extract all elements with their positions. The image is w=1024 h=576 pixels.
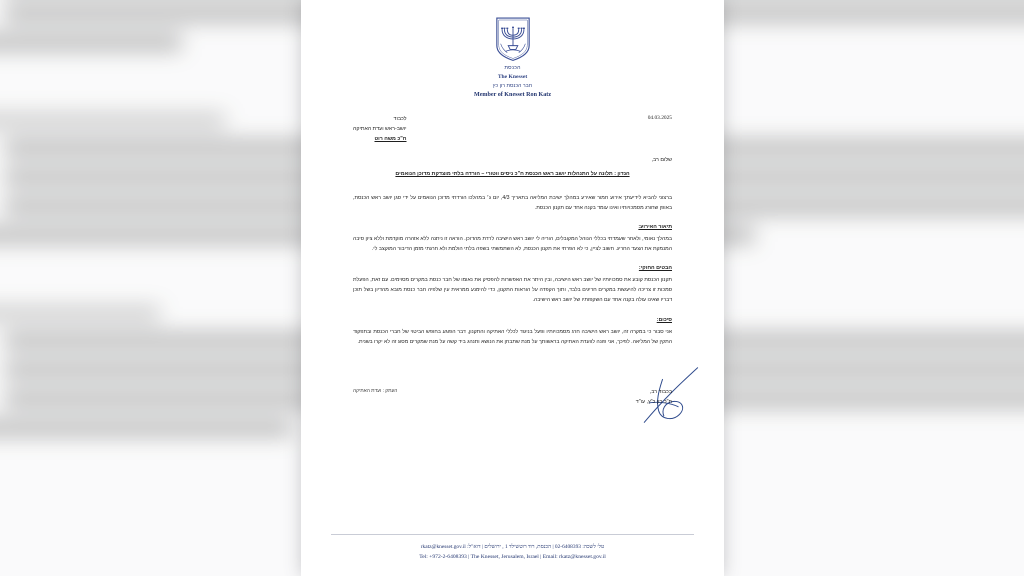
address-block [353,114,672,145]
section-title: הבטים החוקי: [638,265,672,272]
letter-date: 04.03.2025 [647,114,672,121]
section-body: אני סבור כי במקרה זה, יושב ראש הישיבה חרג מסמכויותיו ופעל בניגוד לכללי האתיקה והתקנון, דבר הפוגע בחופש הביטוי של חברי הכנסת ובתפקוד התקין של המליאה. לפיכך, אני פונה לוועדת האתיקה בראשותך על מנת שתבחן את הנושא ותנהג ביד קשה על מנת שמקרים מסוג זה לא יקרו בשנית. [353,328,672,345]
footer-divider [331,534,694,535]
subject-line: הנדון : תלונה על התנהלות יושב ראש הכנסת ח"כ ניסים ווטורי – הורדה בלתי מוצדקת מדוכן הנואמים [395,170,630,177]
letter-footer [331,534,694,562]
section-description [353,224,672,254]
recipient-block [353,114,407,145]
knesset-menorah-emblem [494,16,532,62]
section-summary [353,317,672,347]
letterhead-org-he: הכנסת [504,65,521,71]
greeting: שלום רב, [651,156,672,163]
section-title: סיכום: [656,316,672,323]
letterhead [353,10,672,100]
letterhead-member-he: חבר הכנסת רון כץ [492,83,533,90]
section-title: תיאור האירוע: [638,223,672,230]
letterhead-member-en: Member of Knesset Ron Katz [473,91,552,98]
opening-paragraph: ברצוני להביא לידיעתך אירוע חמור שאירע במהלך ישיבת המליאה בתאריך 4/3, יום ג׳ במהלכו הורדתי מדוכן הנואמים על ידי סגן יושב ראש הכנסת, באופן שחורג מסמכויותיו ואינו עומד בקנה אחד עם תקנון הכנסת. [353,194,672,211]
recipient-role: יושב-ראש ועדת האתיקה [353,126,407,133]
signature-left [636,373,672,408]
signature-block [353,373,672,427]
signature-closing: בכבוד רב, [649,388,672,395]
footer-contact-he: טל׳ לשכה: 02-6408393 | הכנסת, רוד רוטשילד 1 , ירושלים | דוא"ל: rkatz@knesset.gov.il [420,543,605,550]
section-legal [353,265,672,305]
recipient-label: לכבוד [393,115,407,122]
recipient-name: ח"כ משה רוט [374,136,407,143]
section-body: במהלך נאומי, ולאחר שעמדתי בכללי הנוהל המקובלים, הוריה לי יושב ראש הישיבה לרדת מהדוכן. הוראה זו ניתנה ללא אזהרה מוקדמת וללא ציון סיבה המנמקת את הצעד החריג. חשוב לציין, כי לא הפרתי את תקנון הכנסת, לא השתמשתי בשפה בלתי הולמת ולא חרגתי מזמן הדיבור המוקצב לי. [353,235,672,252]
letter-document [301,0,724,576]
section-body: תקנון הכנסת קובע את סמכויותיו של יושב ראש הישיבה, ובין היתר את האפשרות להפסיק את נאומו של חבר כנסת במקרים מסוימים. עם זאת, הפעלת סמכות זו צריכה להיעשות במקרים חריגים בלבד, ותוך הקפדה על הוראות התקנון, כדי להימנע ממראית עין שלפיה חבר כנסת מובא מהדיון בשל תוכן דבריו שאינו עולה בקנה אחד עם השקפותיו של יושב ראש הישיבה. [353,277,672,304]
letterhead-org-en: The Knesset [497,73,528,80]
footer-contact-en: Tel: +972-2-6408393 | The Knesset, Jerusalem, Israel | Email: rkatz@knesset.gov.il [419,553,606,560]
signature-signer: ח"כ רון כ"ץ, עו"ד [635,399,672,406]
cc-line: העתק : ועדת האתיקה [353,388,398,394]
